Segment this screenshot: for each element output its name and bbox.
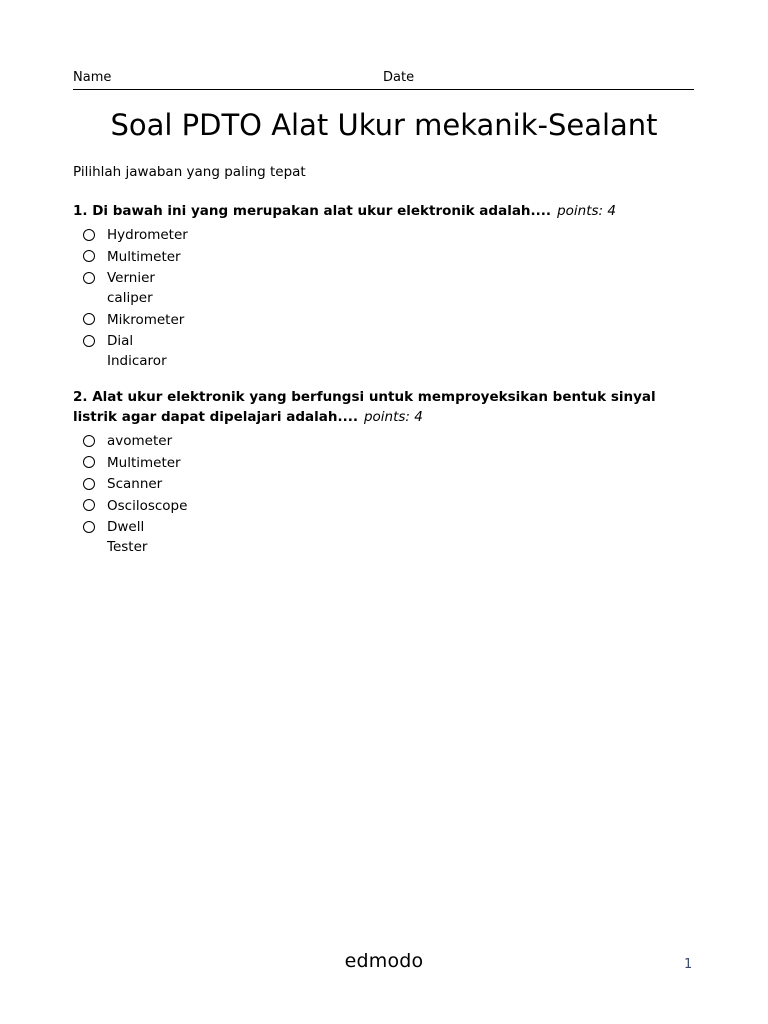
radio-button-icon[interactable] <box>83 521 95 533</box>
answer-option[interactable] <box>73 496 693 516</box>
instructions: Pilihlah jawaban yang paling tepat <box>73 164 306 180</box>
page-title: Soal PDTO Alat Ukur mekanik-Sealant <box>110 108 658 142</box>
name-label: Name <box>73 70 112 85</box>
radio-button-icon[interactable] <box>83 456 95 468</box>
option-label: Scanner <box>107 476 163 492</box>
option-label: Mikrometer <box>107 311 185 328</box>
option-label: Dwell Tester <box>107 519 148 555</box>
name-date-header <box>73 69 694 90</box>
radio-button-icon[interactable] <box>83 250 95 262</box>
option-label: Vernier caliper <box>107 270 155 306</box>
radio-button-icon[interactable] <box>83 435 95 447</box>
edmodo-logo: edmodo <box>344 950 424 972</box>
question-prompt: 1. Di bawah ini yang merupakan alat ukur elektronik adalah.... <box>73 203 552 219</box>
answer-option[interactable] <box>73 517 693 557</box>
answer-option[interactable] <box>73 310 693 330</box>
question-text <box>73 201 693 221</box>
option-label: Multimeter <box>107 248 181 265</box>
answer-option[interactable] <box>73 431 693 451</box>
radio-button-icon[interactable] <box>83 229 95 241</box>
radio-button-icon[interactable] <box>83 335 95 347</box>
radio-button-icon[interactable] <box>83 313 95 325</box>
question-points: points: 4 <box>363 409 423 425</box>
answer-options <box>73 431 693 557</box>
answer-option[interactable] <box>73 474 693 494</box>
radio-button-icon[interactable] <box>83 478 95 490</box>
question-text <box>73 387 693 427</box>
question-1 <box>73 201 693 373</box>
option-label: Multimeter <box>107 454 181 471</box>
option-label: Hydrometer <box>107 227 188 243</box>
answer-option[interactable] <box>73 268 693 308</box>
date-label: Date <box>383 70 415 85</box>
radio-button-icon[interactable] <box>83 499 95 511</box>
answer-option[interactable] <box>73 225 693 245</box>
question-2 <box>73 387 693 559</box>
answer-option[interactable] <box>73 453 693 473</box>
answer-option[interactable] <box>73 247 693 267</box>
question-points: points: 4 <box>557 203 616 219</box>
option-label: Osciloscope <box>107 497 188 514</box>
option-label: Dial Indicaror <box>107 333 167 369</box>
answer-options <box>73 225 693 371</box>
option-label: avometer <box>107 433 173 449</box>
question-prompt: 2. Alat ukur elektronik yang berfungsi untuk memproyeksikan bentuk sinyal listrik agar dapat dipelajari adalah.... <box>73 389 656 425</box>
radio-button-icon[interactable] <box>83 272 95 284</box>
page-number: 1 <box>684 957 693 972</box>
answer-option[interactable] <box>73 331 693 371</box>
